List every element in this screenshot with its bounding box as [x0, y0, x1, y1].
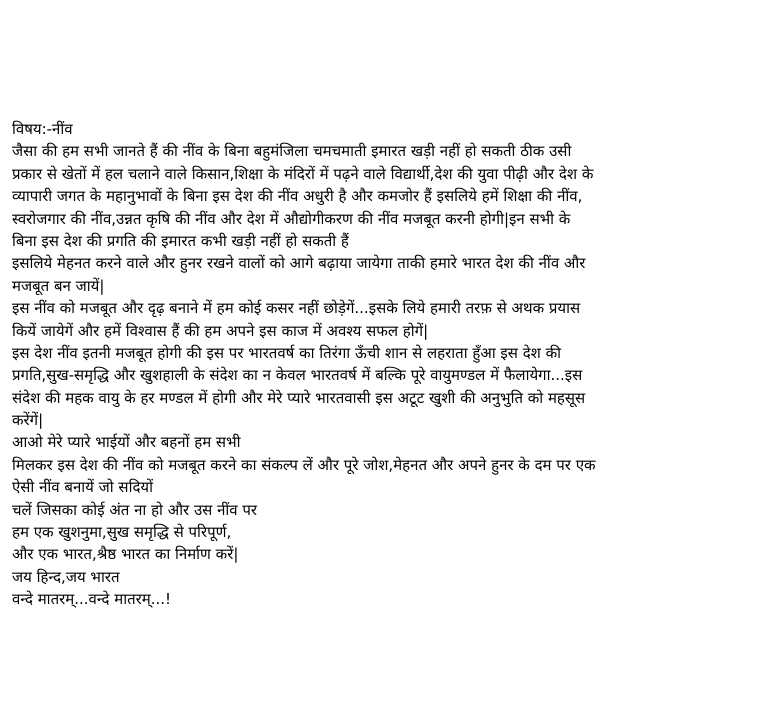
text-line: मजबूत बन जायें| [12, 276, 105, 295]
text-line: हम एक खुशनुमा,सुख समृद्धि से परिपूर्ण, [12, 523, 232, 542]
text-line: संदेश की महक वायु के हर मण्डल में होगी और मेरे प्यारे भारतवासी इस अटूट खुशी की अनुभुति को महसूस [12, 388, 586, 407]
text-line: व्यापारी जगत के महानुभावों के बिना इस देश की नींव अधुरी है और कमजोर हैं इसलिये हमें शिक्षा की नींव, [12, 187, 583, 206]
text-line: इसलिये मेहनत करने वाले और हुनर रखने वालों को आगे बढ़ाया जायेगा ताकी हमारे भारत देश की नींव और [12, 254, 586, 273]
text-line: और एक भारत,श्रैष्ठ भारत का निर्माण करें| [12, 545, 239, 564]
subject-line: विषय:-नींव [12, 120, 73, 138]
text-line: मिलकर इस देश की नींव को मजबूत करने का संकल्प लें और पूरे जोश,मेहनत और अपने हुनर के दम पर एक [12, 455, 596, 474]
text-line: प्रगति,सुख-समृद्धि और खुशहाली के संदेश का न केवल भारतवर्ष में बल्कि पूरे वायुमण्डल में फैलायेगा...इस [12, 366, 583, 385]
document-body [12, 118, 757, 611]
text-line: करेंगें| [12, 411, 44, 430]
text-line: बिना इस देश की प्रगति की इमारत कभी खड़ी नहीं हो सकती हैं [12, 231, 349, 250]
text-line: जय हिन्द,जय भारत [12, 567, 120, 586]
text-line: ऐसी नींव बनायें जो सदियों [12, 478, 154, 497]
text-line: आओ मेरे प्यारे भाईयों और बहनों हम सभी [12, 433, 241, 452]
text-line: जैसा की हम सभी जानते हैं की नींव के बिना बहुमंजिला चमचमाती इमारत खड़ी नहीं हो सकती ठीक उसी [12, 142, 572, 161]
text-line: प्रकार से खेतों में हल चलाने वाले किसान,शिक्षा के मंदिरों में पढ़ने वाले विद्यार्थी,देश की युवा पीढ़ी और देश के [12, 164, 594, 183]
text-line: कियें जायेगें और हमें विश्वास हैं की हम अपने इस काज में अवश्य सफल होगें| [12, 321, 429, 340]
text-line: इस देश नींव इतनी मजबूत होगी की इस पर भारतवर्ष का तिरंगा ऊँची शान से लहराता हुँआ इस देश की [12, 343, 562, 362]
closing-line: वन्दे मातरम्...वन्दे मातरम्...! [12, 590, 172, 609]
text-line: इस नींव को मजबूत और दृढ़ बनाने में हम कोई कसर नहीं छोड़ेगें...इसके लिये हमारी तरफ़ से अथक प्रयास [12, 299, 581, 318]
text-line: चलें जिसका कोई अंत ना हो और उस नींव पर [12, 500, 258, 519]
text-line: स्वरोजगार की नींव,उन्नत कृषि की नींव और देश में औद्योगीकरण की नींव मजबूत करनी होगी|इन सभी के [12, 209, 571, 228]
